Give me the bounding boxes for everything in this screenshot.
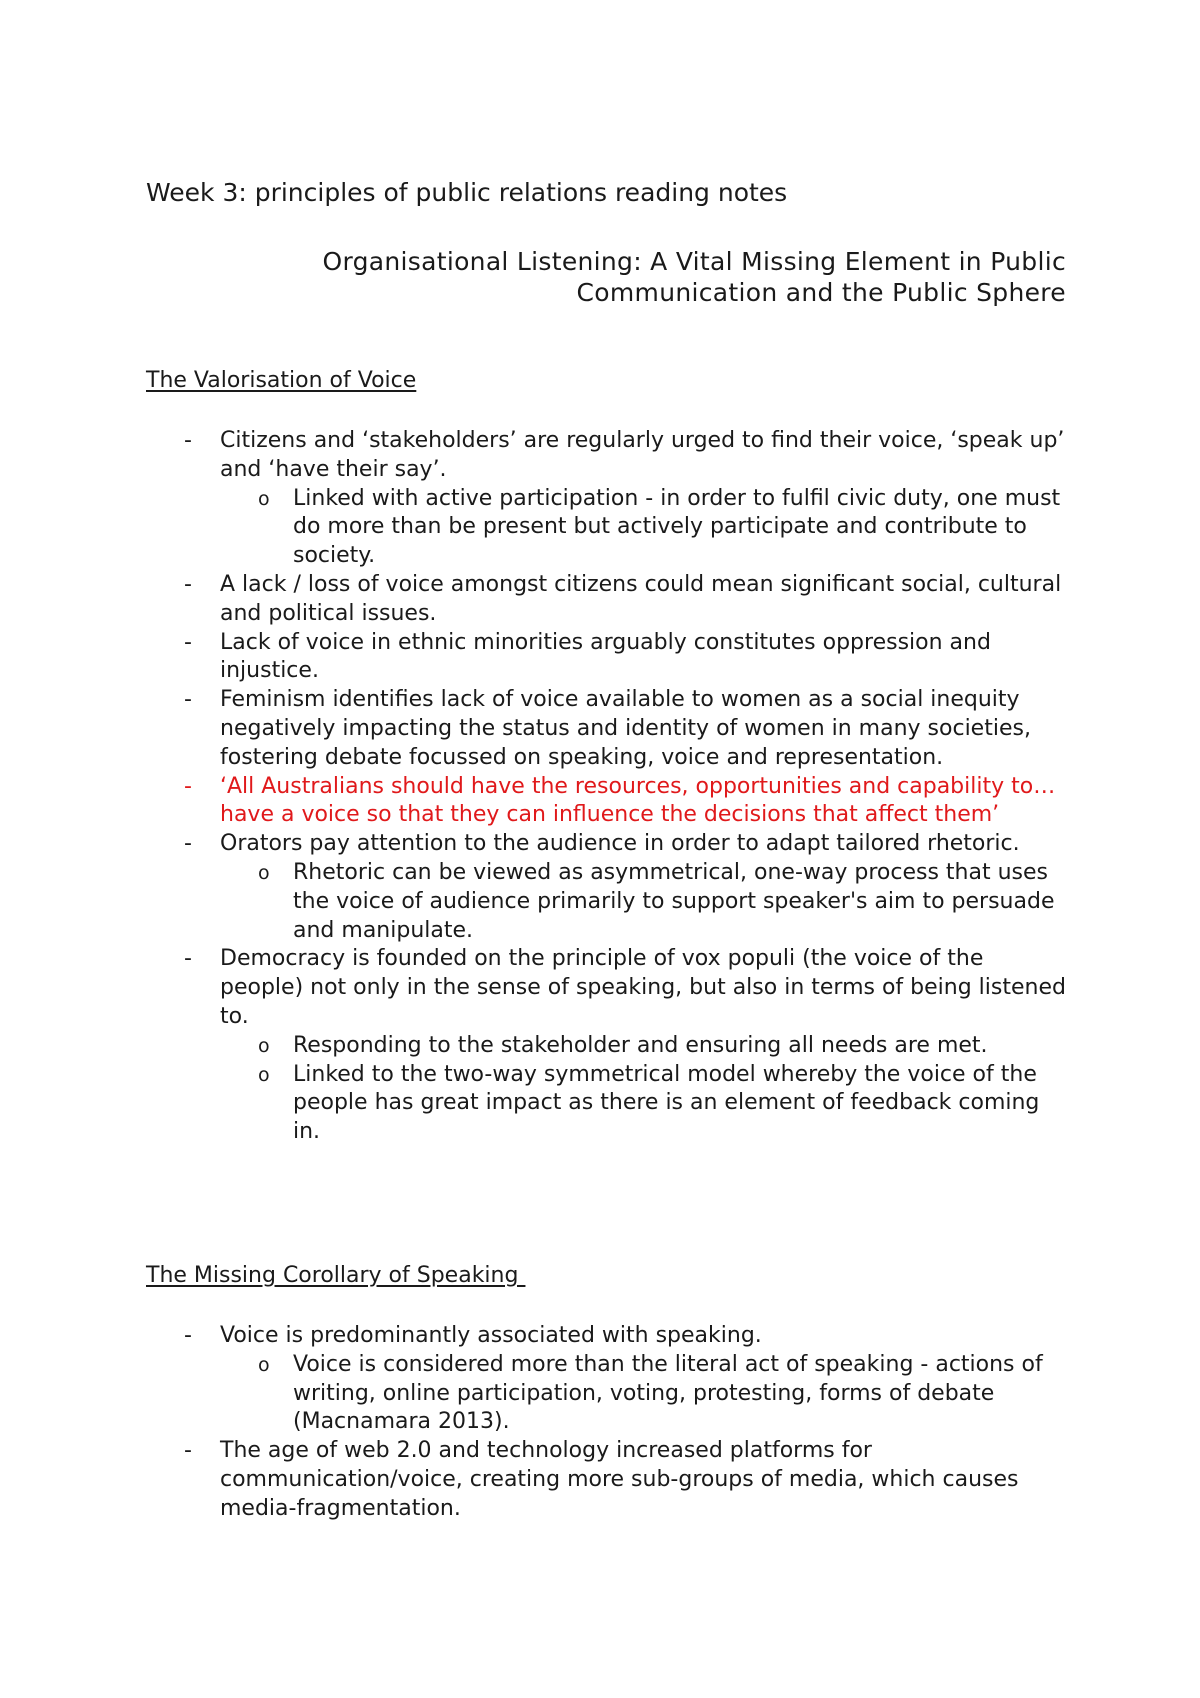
sub-bullet-item	[146, 1032, 1066, 1061]
highlighted-quote-bullet	[146, 773, 1066, 831]
circle-bullet-marker: o	[258, 487, 270, 510]
sub-bullet-text: Voice is considered more than the literal act of speaking - actions of writing, online participation, voting, protesting, forms of debate (Macnamara 2013).	[293, 1351, 1043, 1435]
bullet-text: Orators pay attention to the audience in order to adapt tailored rhetoric.	[220, 831, 1020, 857]
bullet-text: Lack of voice in ethnic minorities arguably constitutes oppression and injustice.	[220, 629, 991, 684]
dash-bullet-marker: -	[184, 831, 192, 857]
dash-bullet-marker: -	[184, 1438, 192, 1464]
bullet-text: Citizens and ‘stakeholders’ are regularly urged to find their voice, ‘speak up’ and ‘have their say’.	[220, 428, 1065, 482]
sub-bullet-item	[146, 1061, 1066, 1147]
bullet-text: Democracy is founded on the principle of vox populi (the voice of the people) not only in the sense of speaking, but also in terms of being listened to.	[220, 946, 1066, 1029]
sub-bullet-item	[146, 1351, 1066, 1437]
missing-corollary-bullet-list	[146, 1322, 1066, 1524]
dash-bullet-marker: -	[184, 946, 192, 972]
bullet-text: The age of web 2.0 and technology increased platforms for communication/voice, creating more sub-groups of media, which causes media-fragmentation.	[220, 1438, 1019, 1521]
bullet-item	[146, 1437, 1066, 1523]
circle-bullet-marker: o	[258, 1063, 270, 1086]
bullet-text: A lack / loss of voice amongst citizens could mean significant social, cultural and political issues.	[220, 571, 1062, 626]
sub-bullet-text: Rhetoric can be viewed as asymmetrical, one-way process that uses the voice of audience primarily to support speaker's aim to persuade and manipulate.	[293, 859, 1055, 943]
section-heading-valorisation: The Valorisation of Voice	[146, 368, 417, 393]
sub-bullet-text: Responding to the stakeholder and ensuring all needs are met.	[293, 1032, 988, 1058]
bullet-text: Feminism identifies lack of voice available to women as a social inequity negatively impacting the status and identity of women in many societies, fostering debate focussed on speaking, voice and representation.	[220, 687, 1031, 770]
bullet-item	[146, 830, 1066, 859]
bullet-item	[146, 1322, 1066, 1351]
dash-bullet-marker: -	[184, 428, 192, 453]
dash-bullet-marker: -	[184, 629, 192, 655]
section-heading-missing-corollary: The Missing Corollary of Speaking	[146, 1263, 526, 1288]
valorisation-bullet-list	[146, 427, 1066, 1147]
bullet-item	[146, 427, 1066, 485]
article-title: Organisational Listening: A Vital Missing Element in Public Communication and the Public Sphere	[322, 247, 1066, 307]
highlighted-quote-text: ‘All Australians should have the resources, opportunities and capability to… have a voice so that they can influence the decisions that affect them’	[220, 773, 1056, 828]
bullet-item	[146, 629, 1066, 687]
sub-bullet-text: Linked to the two-way symmetrical model whereby the voice of the people has great impact as there is an element of feedback coming in.	[293, 1061, 1040, 1145]
dash-bullet-marker: -	[184, 571, 192, 597]
circle-bullet-marker: o	[258, 1034, 270, 1057]
circle-bullet-marker: o	[258, 1353, 270, 1376]
sub-bullet-item	[146, 859, 1066, 945]
dash-bullet-marker: -	[184, 687, 192, 713]
bullet-item	[146, 945, 1066, 1031]
bullet-text: Voice is predominantly associated with speaking.	[220, 1323, 762, 1348]
dash-bullet-marker: -	[184, 1323, 192, 1348]
document-title: Week 3: principles of public relations reading notes	[146, 178, 788, 207]
circle-bullet-marker: o	[258, 861, 270, 884]
sub-bullet-text: Linked with active participation - in order to fulfil civic duty, one must do more than be present but actively participate and contribute to society.	[293, 485, 1061, 569]
bullet-item	[146, 686, 1066, 772]
dash-bullet-marker: -	[184, 773, 192, 799]
sub-bullet-item	[146, 485, 1066, 571]
bullet-item	[146, 571, 1066, 629]
